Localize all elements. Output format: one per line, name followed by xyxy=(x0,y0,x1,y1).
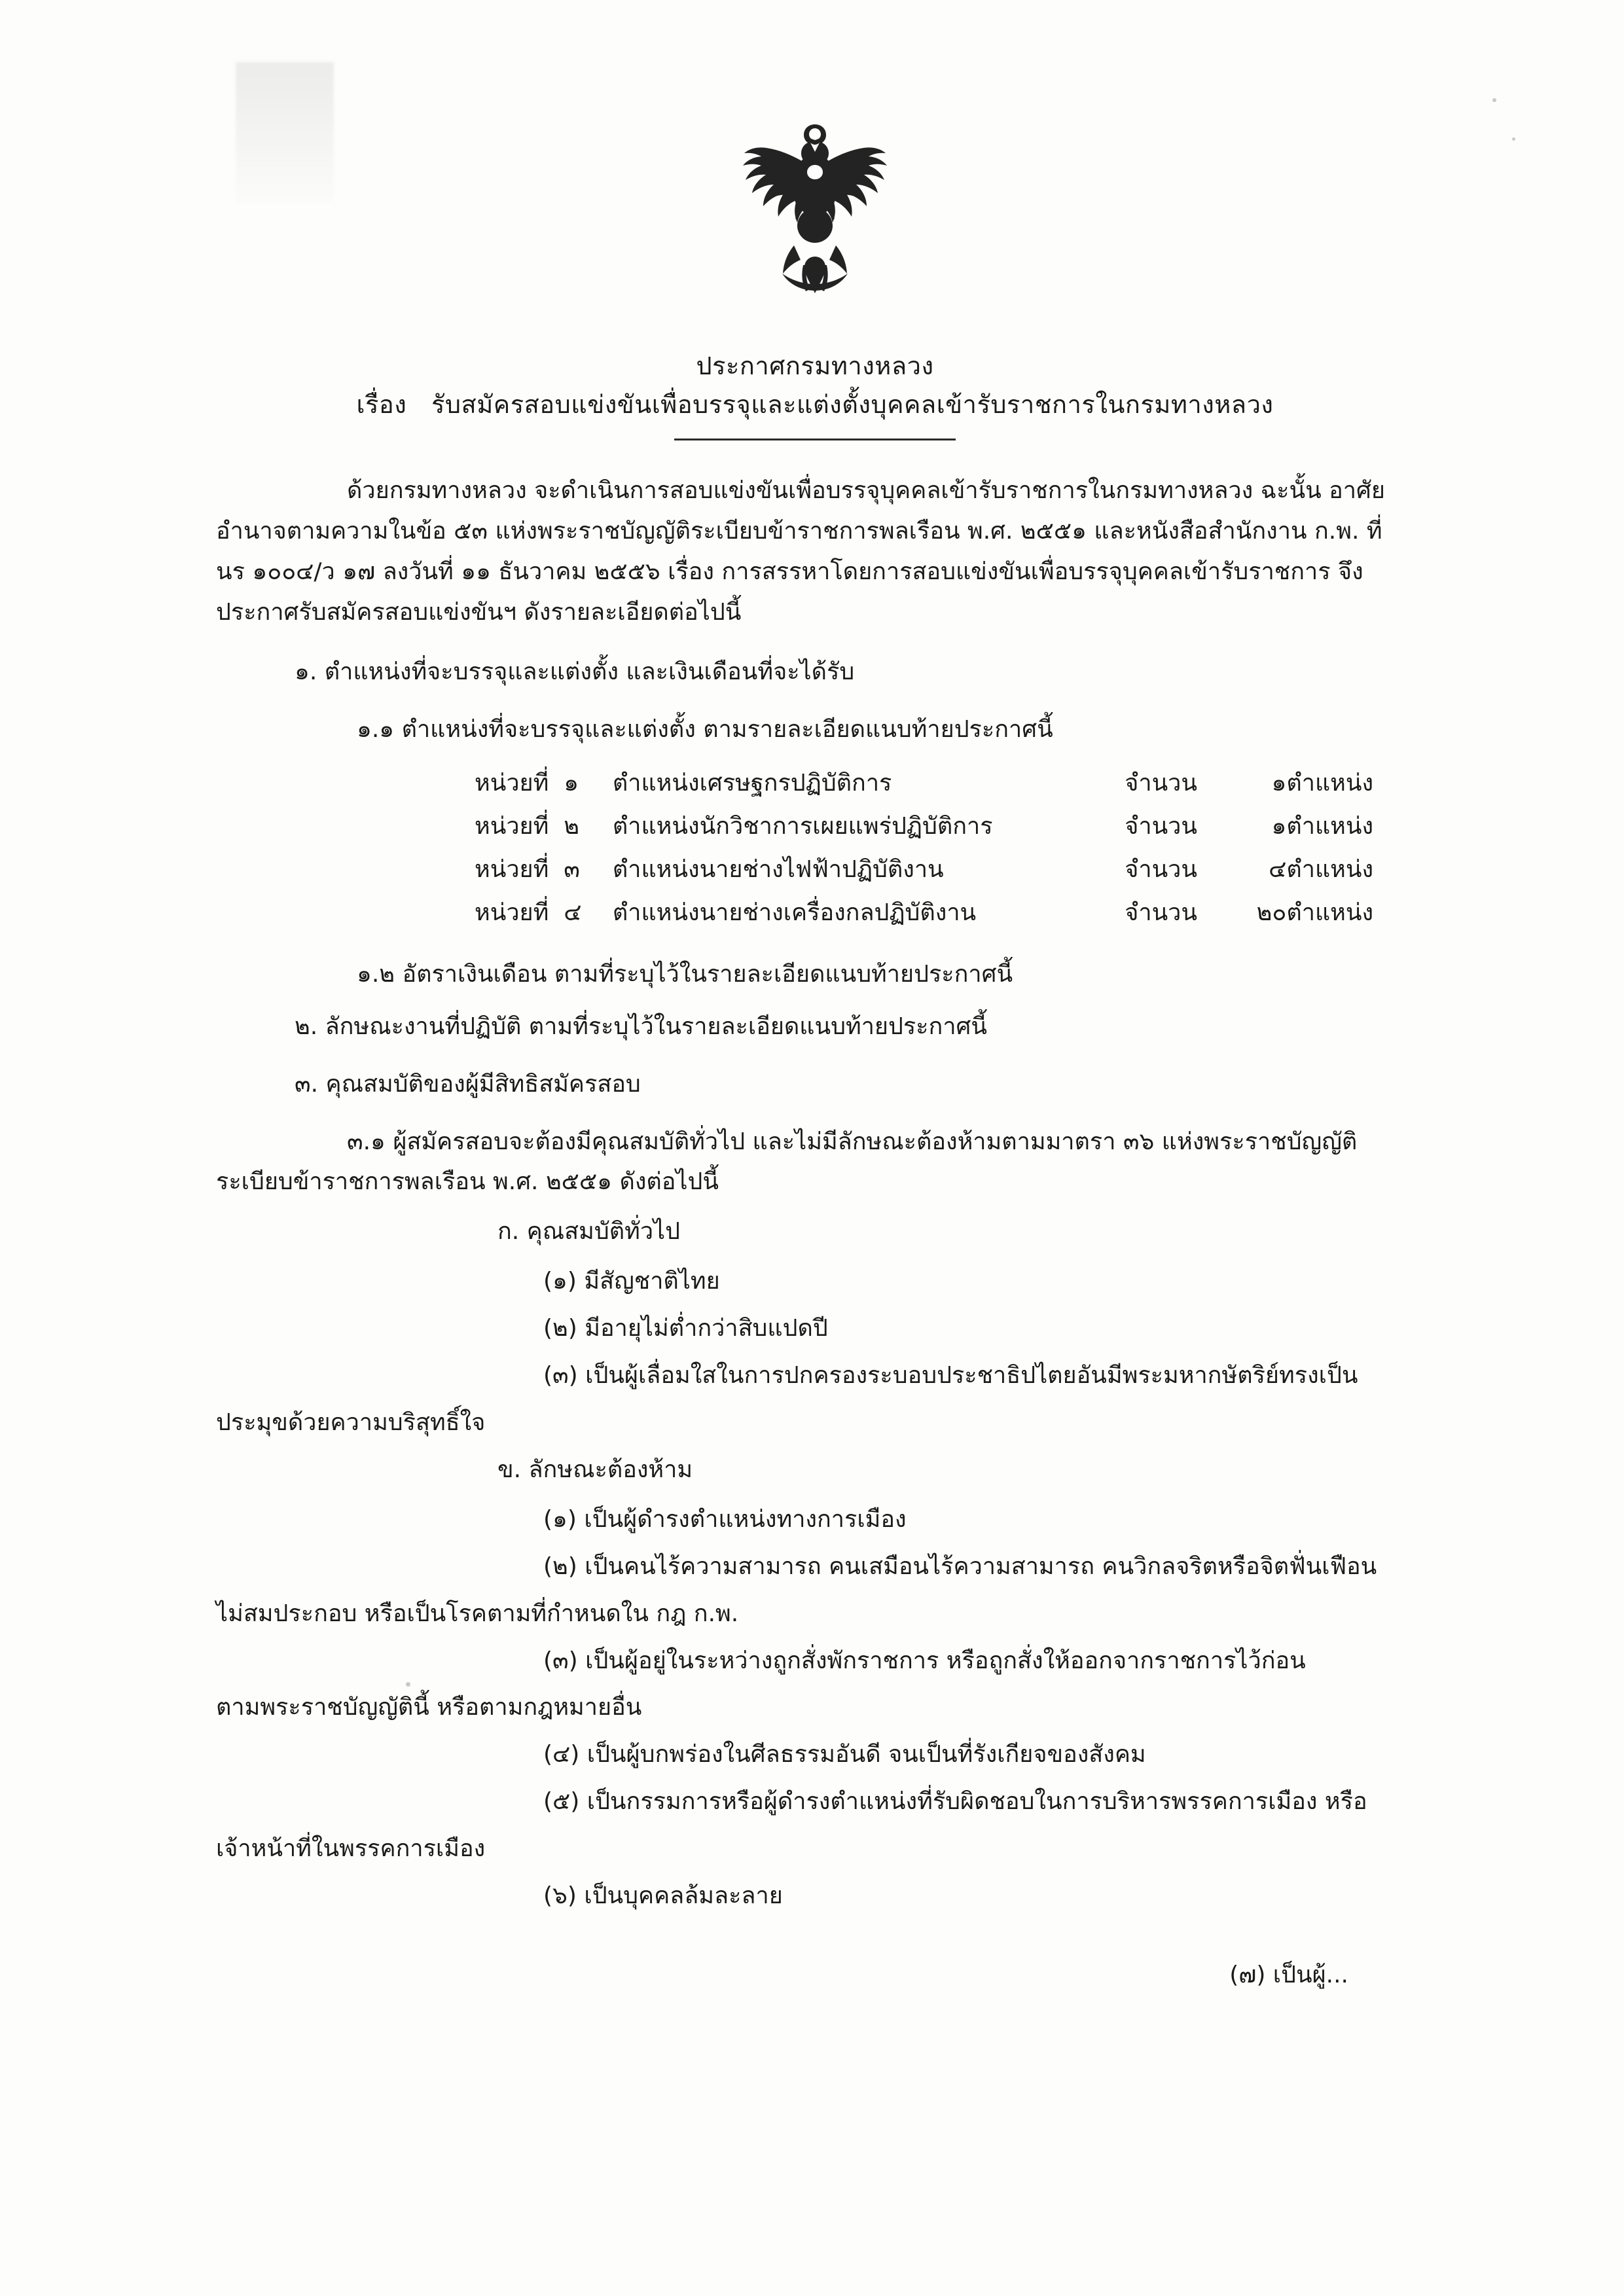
position-name: ตำแหน่งนายช่างเครื่องกลปฏิบัติงาน xyxy=(612,899,977,926)
item-1-2: ๑.๒ อัตราเงินเดือน ตามที่ระบุไว้ในรายละเอียดแนบท้ายประกาศนี้ xyxy=(357,960,1013,988)
group-b-item-2-continued: ไม่สมประกอบ หรือเป็นโรคตามที่กำหนดใน กฎ ก.พ. xyxy=(216,1600,739,1627)
group-a-heading: ก. คุณสมบัติทั่วไป xyxy=(497,1218,680,1246)
count-label: จำนวน xyxy=(1125,770,1198,797)
section-1-heading: ๑. ตำแหน่งที่จะบรรจุและแต่งตั้ง และเงินเดือนที่จะได้รับ xyxy=(295,658,855,686)
group-b-item-4: (๔) เป็นผู้บกพร่องในศีลธรรมอันดี จนเป็นที่รังเกียจของสังคม xyxy=(543,1741,1146,1768)
group-b-item-6: (๖) เป็นบุคคลล้มละลาย xyxy=(543,1882,783,1910)
document-title-block xyxy=(216,347,1414,424)
count-suffix: ตำแหน่ง xyxy=(1286,770,1374,797)
group-a-item-2: (๒) มีอายุไม่ต่ำกว่าสิบแปดปี xyxy=(543,1315,828,1342)
page-continuation: (๗) เป็นผู้... xyxy=(1229,1961,1348,1988)
table-row xyxy=(475,805,1414,848)
positions-table xyxy=(475,762,1414,935)
section-2-heading: ๒. ลักษณะงานที่ปฏิบัติ ตามที่ระบุไว้ในรายละเอียดแนบท้ายประกาศนี้ xyxy=(295,1013,987,1040)
group-b-item-5-continued: เจ้าหน้าที่ในพรรคการเมือง xyxy=(216,1835,486,1863)
count-value: ๔ xyxy=(1269,856,1287,884)
group-b-item-5: (๕) เป็นกรรมการหรือผู้ดำรงตำแหน่งที่รับผิดชอบในการบริหารพรรคการเมือง หรือ xyxy=(543,1788,1367,1816)
group-b-item-3-continued: ตามพระราชบัญญัตินี้ หรือตามกฎหมายอื่น xyxy=(216,1694,642,1721)
page-subtitle: เรื่อง รับสมัครสอบแข่งขันเพื่อบรรจุและแต่งตั้งบุคคลเข้ารับราชการในกรมทางหลวง xyxy=(356,389,1274,419)
position-name: ตำแหน่งนายช่างไฟฟ้าปฏิบัติงาน xyxy=(612,856,944,884)
group-b-item-1: (๑) เป็นผู้ดำรงตำแหน่งทางการเมือง xyxy=(543,1505,907,1533)
count-label: จำนวน xyxy=(1125,899,1198,926)
count-suffix: ตำแหน่ง xyxy=(1286,813,1374,840)
unit-label: หน่วยที่ ๑ xyxy=(475,770,579,797)
garuda-emblem xyxy=(216,105,1414,327)
count-suffix: ตำแหน่ง xyxy=(1286,899,1374,926)
unit-label: หน่วยที่ ๓ xyxy=(475,856,580,884)
item-1-1: ๑.๑ ตำแหน่งที่จะบรรจุและแต่งตั้ง ตามรายละเอียดแนบท้ายประกาศนี้ xyxy=(357,716,1053,744)
count-label: จำนวน xyxy=(1125,813,1198,840)
page-title: ประกาศกรมทางหลวง xyxy=(696,351,934,380)
scan-speck xyxy=(1512,137,1515,141)
table-row xyxy=(475,891,1414,935)
item-3-1: ๓.๑ ผู้สมัครสอบจะต้องมีคุณสมบัติทั่วไป และไม่มีลักษณะต้องห้ามตามมาตรา ๓๖ แห่งพระราชบัญญัติระเบียบข้าราชการพลเรือน พ.ศ. ๒๕๕๑ ดังต่อไปนี้ xyxy=(216,1128,1358,1196)
unit-label: หน่วยที่ ๒ xyxy=(475,813,579,840)
count-value: ๒๐ xyxy=(1256,899,1287,926)
group-a-item-3-continued: ประมุขด้วยความบริสุทธิ์ใจ xyxy=(216,1409,486,1436)
document-body xyxy=(216,105,1414,1993)
count-suffix: ตำแหน่ง xyxy=(1286,856,1374,884)
count-value: ๑ xyxy=(1271,770,1287,797)
group-a-item-1: (๑) มีสัญชาติไทย xyxy=(543,1268,720,1295)
table-row xyxy=(475,762,1414,805)
title-divider xyxy=(674,439,956,440)
position-name: ตำแหน่งนักวิชาการเผยแพร่ปฏิบัติการ xyxy=(612,813,993,840)
unit-label: หน่วยที่ ๔ xyxy=(475,899,582,926)
table-row xyxy=(475,848,1414,891)
intro-paragraph: ด้วยกรมทางหลวง จะดำเนินการสอบแข่งขันเพื่อบรรจุบุคคลเข้ารับราชการในกรมทางหลวง ฉะนั้น อาศัยอำนาจตามความในข้อ ๕๓ แห่งพระราชบัญญัติระเบียบข้าราชการพลเรือน พ.ศ. ๒๕๕๑ และหนังสือสำนักงาน ก.พ. ที่ นร ๑๐๐๔/ว ๑๗ ลงวันที่ ๑๑ ธันวาคม ๒๕๕๖ เรื่อง การสรรหาโดยการสอบแข่งขันเพื่อบรรจุบุคคลเข้ารับราชการ จึงประกาศรับสมัครสอบแข่งขันฯ ดังรายละเอียดต่อไปนี้ xyxy=(216,476,1385,626)
count-value: ๑ xyxy=(1271,813,1287,840)
position-name: ตำแหน่งเศรษฐกรปฏิบัติการ xyxy=(612,770,892,797)
count-label: จำนวน xyxy=(1125,856,1198,884)
scan-speck xyxy=(1492,98,1496,102)
group-b-heading: ข. ลักษณะต้องห้าม xyxy=(497,1456,693,1483)
section-3-heading: ๓. คุณสมบัติของผู้มีสิทธิสมัครสอบ xyxy=(295,1070,641,1098)
group-b-item-3: (๓) เป็นผู้อยู่ในระหว่างถูกสั่งพักราชการ หรือถูกสั่งให้ออกจากราชการไว้ก่อน xyxy=(543,1647,1306,1674)
group-b-item-2: (๒) เป็นคนไร้ความสามารถ คนเสมือนไร้ความสามารถ คนวิกลจริตหรือจิตฟั่นเฟือน xyxy=(543,1552,1377,1580)
group-a-item-3: (๓) เป็นผู้เลื่อมใสในการปกครองระบอบประชาธิปไตยอันมีพระมหากษัตริย์ทรงเป็น xyxy=(543,1362,1358,1390)
